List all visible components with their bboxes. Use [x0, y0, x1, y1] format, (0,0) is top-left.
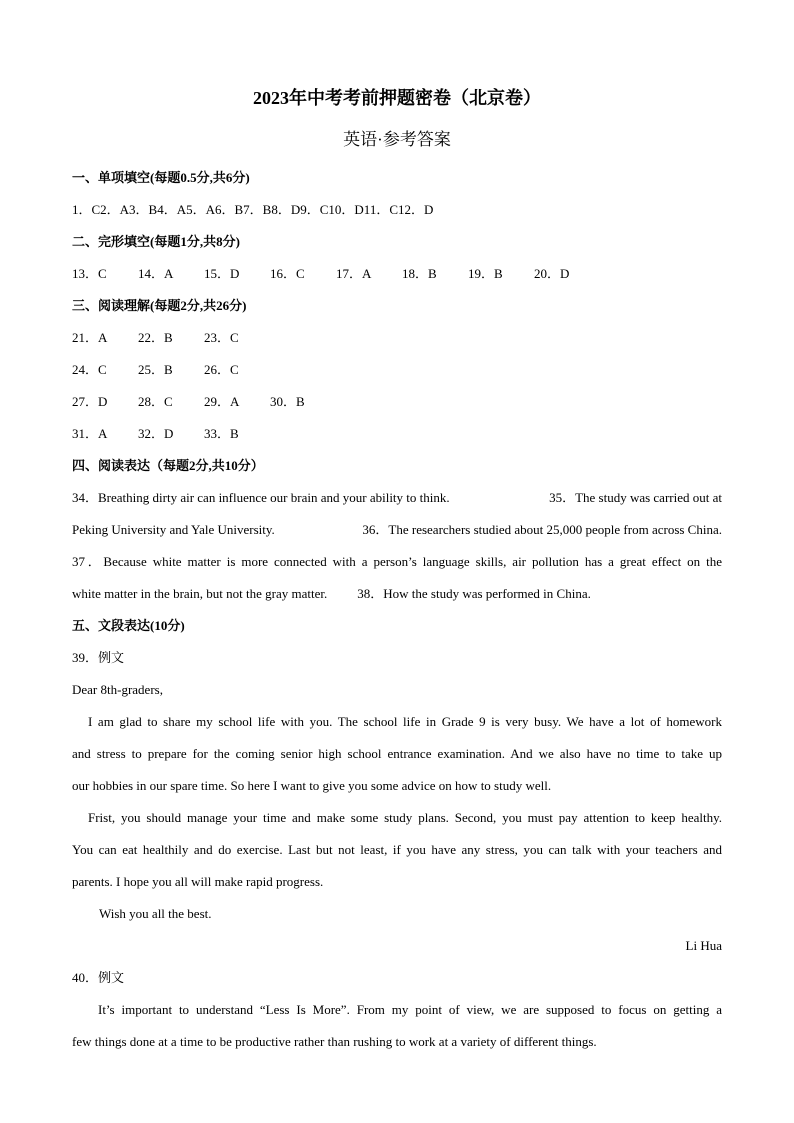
- letter-p2-line-2: You can eat healthily and do exercise. Last but not least, if you have any stress, you can talk with your teachers and: [72, 842, 722, 857]
- q40-label: 40．例文: [72, 970, 125, 985]
- section2-heading: 二、完形填空(每题1分,共8分): [72, 234, 240, 249]
- section4-line-4: [72, 578, 722, 610]
- section4-line-2: [72, 514, 722, 546]
- essay-line-1: It’s important to understand “Less Is More”. From my point of view, we are supposed to focus on getting a: [98, 1002, 722, 1017]
- answer-18: 18．B: [402, 266, 437, 281]
- section3-row-3: [72, 386, 722, 418]
- letter-closing: Wish you all the best.: [99, 906, 212, 921]
- answer-30: 30．B: [270, 394, 305, 409]
- letter-p1-line-2: and stress to prepare for the coming senior high school entrance examination. And we also have no time to take up: [72, 746, 722, 761]
- letter-p2-line-1: Frist, you should manage your time and make some study plans. Second, you must pay attention to keep healthy.: [88, 810, 722, 825]
- essay-line-2: few things done at a time to be productive rather than rushing to work at a variety of different things.: [72, 1034, 597, 1049]
- answer-21: 21．A: [72, 330, 108, 345]
- answer-16: 16．C: [270, 266, 305, 281]
- answer-content: [72, 162, 722, 1058]
- answer-14: 14．A: [138, 266, 174, 281]
- section3-heading: 三、阅读理解(每题2分,共26分): [72, 298, 247, 313]
- section4-line-1: [72, 482, 722, 514]
- section3-row-4: [72, 418, 722, 450]
- section3-row-1: [72, 322, 722, 354]
- answer-13: 13．C: [72, 266, 107, 281]
- page-title: 2023年中考考前押题密卷（北京卷）: [253, 88, 541, 108]
- answer-26: 26．C: [204, 362, 239, 377]
- answer-31: 31．A: [72, 426, 108, 441]
- page-subtitle: 英语·参考答案: [343, 130, 451, 149]
- section4-line-3: 37．Because white matter is more connected with a person’s language skills, air pollution has a great effect on the: [72, 554, 722, 569]
- answer-35-part: 35．The study was carried out at: [549, 490, 722, 505]
- answer-36: 36．The researchers studied about 25,000 people from across China.: [362, 522, 722, 537]
- section4-heading: 四、阅读表达（每题2分,共10分）: [72, 458, 264, 473]
- answer-28: 28．C: [138, 394, 173, 409]
- section1-heading: 一、单项填空(每题0.5分,共6分): [72, 170, 250, 185]
- answer-15: 15．D: [204, 266, 240, 281]
- letter-signature: Li Hua: [685, 938, 722, 953]
- answer-29: 29．A: [204, 394, 240, 409]
- answer-27: 27．D: [72, 394, 108, 409]
- answer-33: 33．B: [204, 426, 239, 441]
- answer-17: 17．A: [336, 266, 372, 281]
- letter-p2-line-3: parents. I hope you all will make rapid progress.: [72, 874, 324, 889]
- answer-25: 25．B: [138, 362, 173, 377]
- answer-38: 38．How the study was performed in China.: [357, 586, 591, 601]
- answer-35-rest: Peking University and Yale University.: [72, 522, 275, 537]
- answer-19: 19．B: [468, 266, 503, 281]
- letter-p1-line-1: I am glad to share my school life with you. The school life in Grade 9 is very busy. We have a lot of homework: [88, 714, 722, 729]
- section3-row-2: [72, 354, 722, 386]
- section1-answers: 1．C2．A3．B4．A5．A6．B7．B8．D9．C10．D11．C12．D: [72, 202, 434, 217]
- answer-32: 32．D: [138, 426, 174, 441]
- answer-34: 34．Breathing dirty air can influence our brain and your ability to think.: [72, 490, 450, 505]
- section5-heading: 五、文段表达(10分): [72, 618, 185, 633]
- answer-24: 24．C: [72, 362, 107, 377]
- answer-37-rest: white matter in the brain, but not the gray matter.: [72, 586, 328, 601]
- letter-salutation: Dear 8th-graders,: [72, 682, 163, 697]
- answer-20: 20．D: [534, 266, 570, 281]
- q39-label: 39．例文: [72, 650, 125, 665]
- letter-p1-line-3: our hobbies in our spare time. So here I want to give you some advice on how to study well.: [72, 778, 552, 793]
- answer-23: 23．C: [204, 330, 239, 345]
- answer-22: 22．B: [138, 330, 173, 345]
- section2-answers: [72, 258, 722, 290]
